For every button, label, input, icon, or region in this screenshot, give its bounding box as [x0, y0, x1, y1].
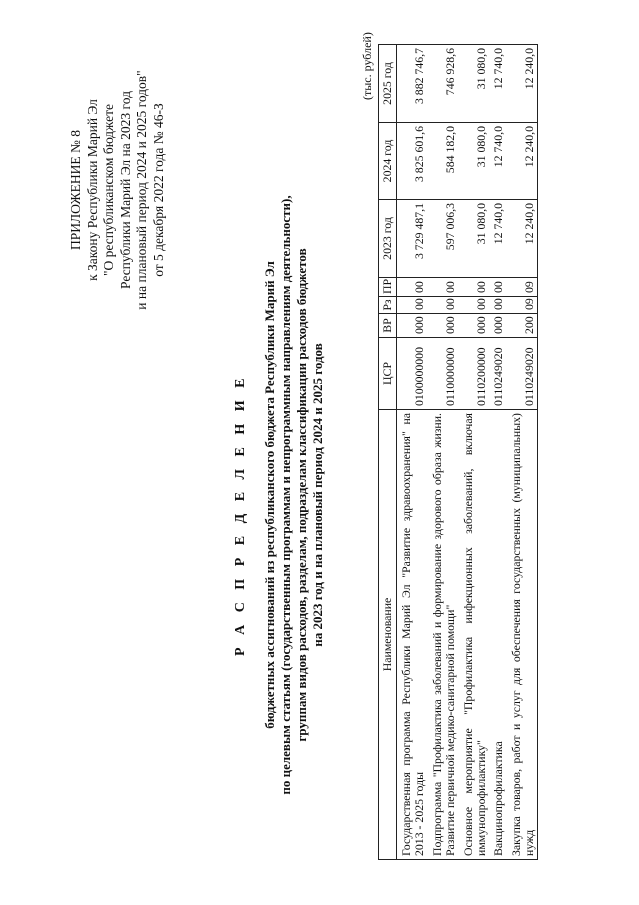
cell-vr: 000 [488, 314, 505, 338]
cell-pr: 00 [427, 278, 458, 297]
header-2023: 2023 год [379, 200, 397, 278]
table-row [488, 45, 505, 860]
appendix-line: к Закону Республики Марий Эл [84, 99, 100, 281]
appendix-line: Республики Марий Эл на 2023 год [117, 91, 133, 289]
subtitle-line: группам видов расходов, разделам, подразделам классификации расходов бюджетов [294, 248, 309, 742]
cell-rz: 09 [506, 297, 537, 314]
cell-vr: 000 [397, 314, 427, 338]
table-row [397, 45, 427, 860]
cell-2023: 12 240,0 [506, 200, 537, 278]
cell-name: Закупка товаров, работ и услуг для обеспечения государственных (муниципальных) нужд [506, 410, 537, 860]
cell-2023: 597 006,3 [427, 200, 458, 278]
appendix-line: ПРИЛОЖЕНИЕ № 8 [68, 129, 83, 251]
cell-pr: 09 [506, 278, 537, 297]
cell-pr: 00 [488, 278, 505, 297]
header-2024: 2024 год [379, 123, 397, 200]
appendix-line: "О республиканском бюджете [101, 104, 116, 277]
table-row [506, 45, 537, 860]
subtitle-line: по целевым статьям (государственным программам и непрограммным направлениям деятельности), [278, 195, 293, 795]
header-pr: ПР [379, 278, 397, 297]
cell-2024: 12 240,0 [506, 123, 537, 200]
cell-pr: 00 [458, 278, 489, 297]
cell-rz: 00 [397, 297, 427, 314]
document-title: Р А С П Р Е Д Е Л Е Н И Е [233, 374, 248, 656]
cell-pr: 00 [397, 278, 427, 297]
units-label: (тыс. рублей) [360, 32, 374, 100]
allocation-table [378, 44, 538, 860]
cell-csr: 0110000000 [427, 338, 458, 410]
subtitle-line: на 2023 год и на плановый период 2024 и 2025 годов [310, 343, 325, 647]
header-vr: ВР [379, 314, 397, 338]
cell-2024: 12 740,0 [488, 123, 505, 200]
cell-rz: 00 [427, 297, 458, 314]
cell-csr: 0110249020 [488, 338, 505, 410]
cell-name: Вакцинопрофилактика [488, 410, 505, 860]
subtitle-line: бюджетных ассигнований из республиканского бюджета Республики Марий Эл [262, 261, 277, 729]
cell-2025: 12 740,0 [488, 45, 505, 123]
header-rz: Рз [379, 297, 397, 314]
cell-2025: 12 240,0 [506, 45, 537, 123]
cell-2024: 3 825 601,6 [397, 123, 427, 200]
cell-2024: 584 182,0 [427, 123, 458, 200]
cell-rz: 00 [488, 297, 505, 314]
cell-2024: 31 080,0 [458, 123, 489, 200]
cell-csr: 0110200000 [458, 338, 489, 410]
header-csr: ЦСР [379, 338, 397, 410]
table-row [458, 45, 489, 860]
cell-csr: 0110249020 [506, 338, 537, 410]
table-header-row [379, 45, 397, 860]
cell-2023: 3 729 487,1 [397, 200, 427, 278]
cell-vr: 000 [427, 314, 458, 338]
table-row [427, 45, 458, 860]
cell-name: Подпрограмма "Профилактика заболеваний и формирование здорового образа жизни. Развитие первичной медико-санитарной помощи" [427, 410, 458, 860]
header-name: Наименование [379, 410, 397, 860]
appendix-block [68, 30, 167, 350]
cell-vr: 200 [506, 314, 537, 338]
cell-rz: 00 [458, 297, 489, 314]
cell-name: Основное мероприятие "Профилактика инфекционных заболеваний, включая иммунопрофилактику" [458, 410, 489, 860]
cell-2025: 31 080,0 [458, 45, 489, 123]
appendix-line: от 5 декабря 2022 года № 46-З [150, 103, 166, 277]
cell-2025: 3 882 746,7 [397, 45, 427, 123]
header-2025: 2025 год [379, 45, 397, 123]
document-subtitle [262, 145, 326, 845]
cell-2025: 746 928,6 [427, 45, 458, 123]
cell-name: Государственная программа Республики Марий Эл "Развитие здравоохранения" на 2013 - 2025 годы [397, 410, 427, 860]
cell-2023: 31 080,0 [458, 200, 489, 278]
cell-vr: 000 [458, 314, 489, 338]
cell-csr: 0100000000 [397, 338, 427, 410]
appendix-line: и на плановый период 2024 и 2025 годов" [134, 70, 149, 310]
cell-2023: 12 740,0 [488, 200, 505, 278]
